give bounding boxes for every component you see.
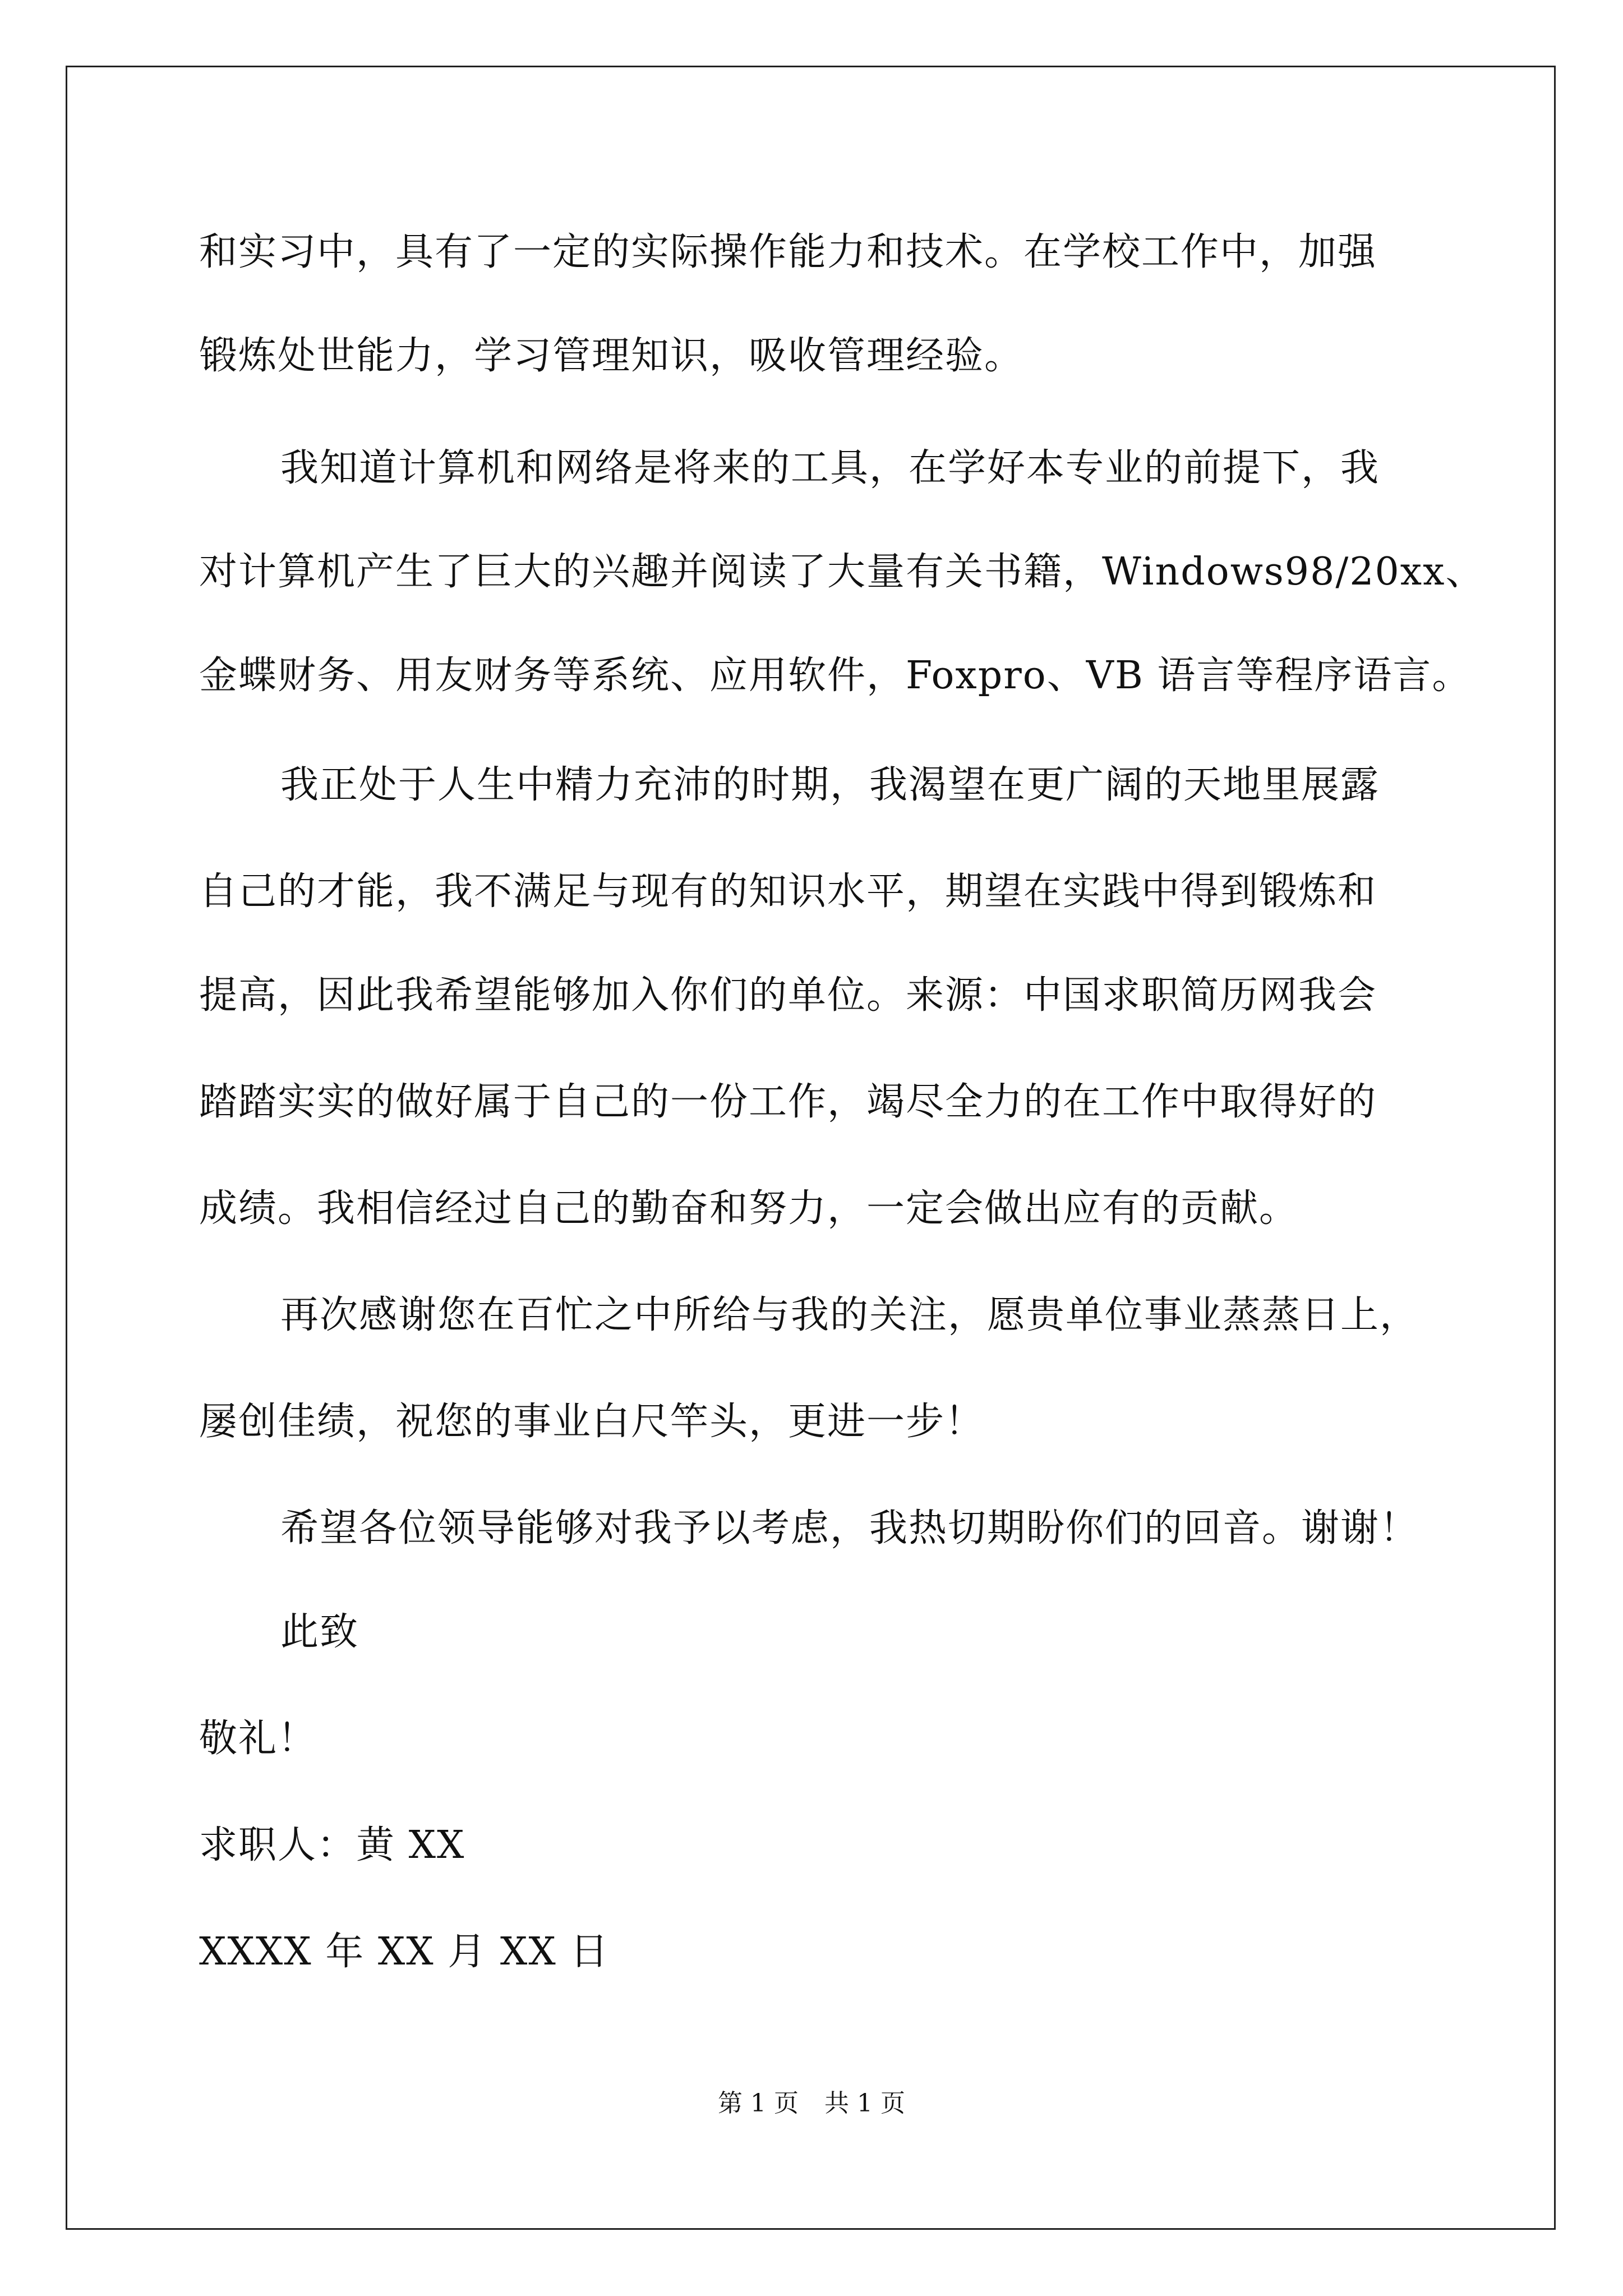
body-line: 踏踏实实的做好属于自己的一份工作，竭尽全力的在工作中取得好的 [199, 1080, 1377, 1124]
letter-date: XXXX 年 XX 月 XX 日 [199, 1930, 610, 1974]
body-line: 我正处于人生中精力充沛的时期，我渴望在更广阔的天地里展露 [280, 763, 1380, 807]
body-line: 成绩。我相信经过自己的勤奋和努力，一定会做出应有的贡献。 [199, 1186, 1299, 1231]
body-line: 和实习中，具有了一定的实际操作能力和技术。在学校工作中，加强 [199, 230, 1377, 274]
page-total: 共 1 页 [824, 2089, 905, 2118]
applicant-name: 求职人：黄 XX [199, 1823, 465, 1867]
page-border [66, 66, 1556, 2230]
body-line: 希望各位领导能够对我予以考虑，我热切期盼你们的回音。谢谢！ [280, 1506, 1419, 1550]
body-line: 提高，因此我希望能够加入你们的单位。来源：中国求职简历网我会 [199, 973, 1377, 1018]
body-line: 对计算机产生了巨大的兴趣并阅读了大量有关书籍，Windows98/20xx、 [199, 550, 1485, 594]
page-footer [0, 2087, 1623, 2120]
body-line: 锻炼处世能力，学习管理知识，吸收管理经验。 [199, 334, 1024, 378]
body-line: 屡创佳绩，祝您的事业白尺竿头，更进一步！ [199, 1400, 985, 1444]
body-line: 我知道计算机和网络是将来的工具，在学好本专业的前提下，我 [280, 446, 1380, 490]
closing-regards: 敬礼！ [199, 1717, 317, 1761]
body-line: 金蝶财务、用友财务等系统、应用软件，Foxpro、VB 语言等程序语言。 [199, 654, 1472, 698]
body-line: 自己的才能，我不满足与现有的知识水平，期望在实践中得到锻炼和 [199, 869, 1377, 914]
closing-salutation: 此致 [280, 1610, 359, 1654]
body-line: 再次感谢您在百忙之中所给与我的关注，愿贵单位事业蒸蒸日上， [280, 1293, 1419, 1337]
page-number: 第 1 页 [718, 2089, 799, 2118]
